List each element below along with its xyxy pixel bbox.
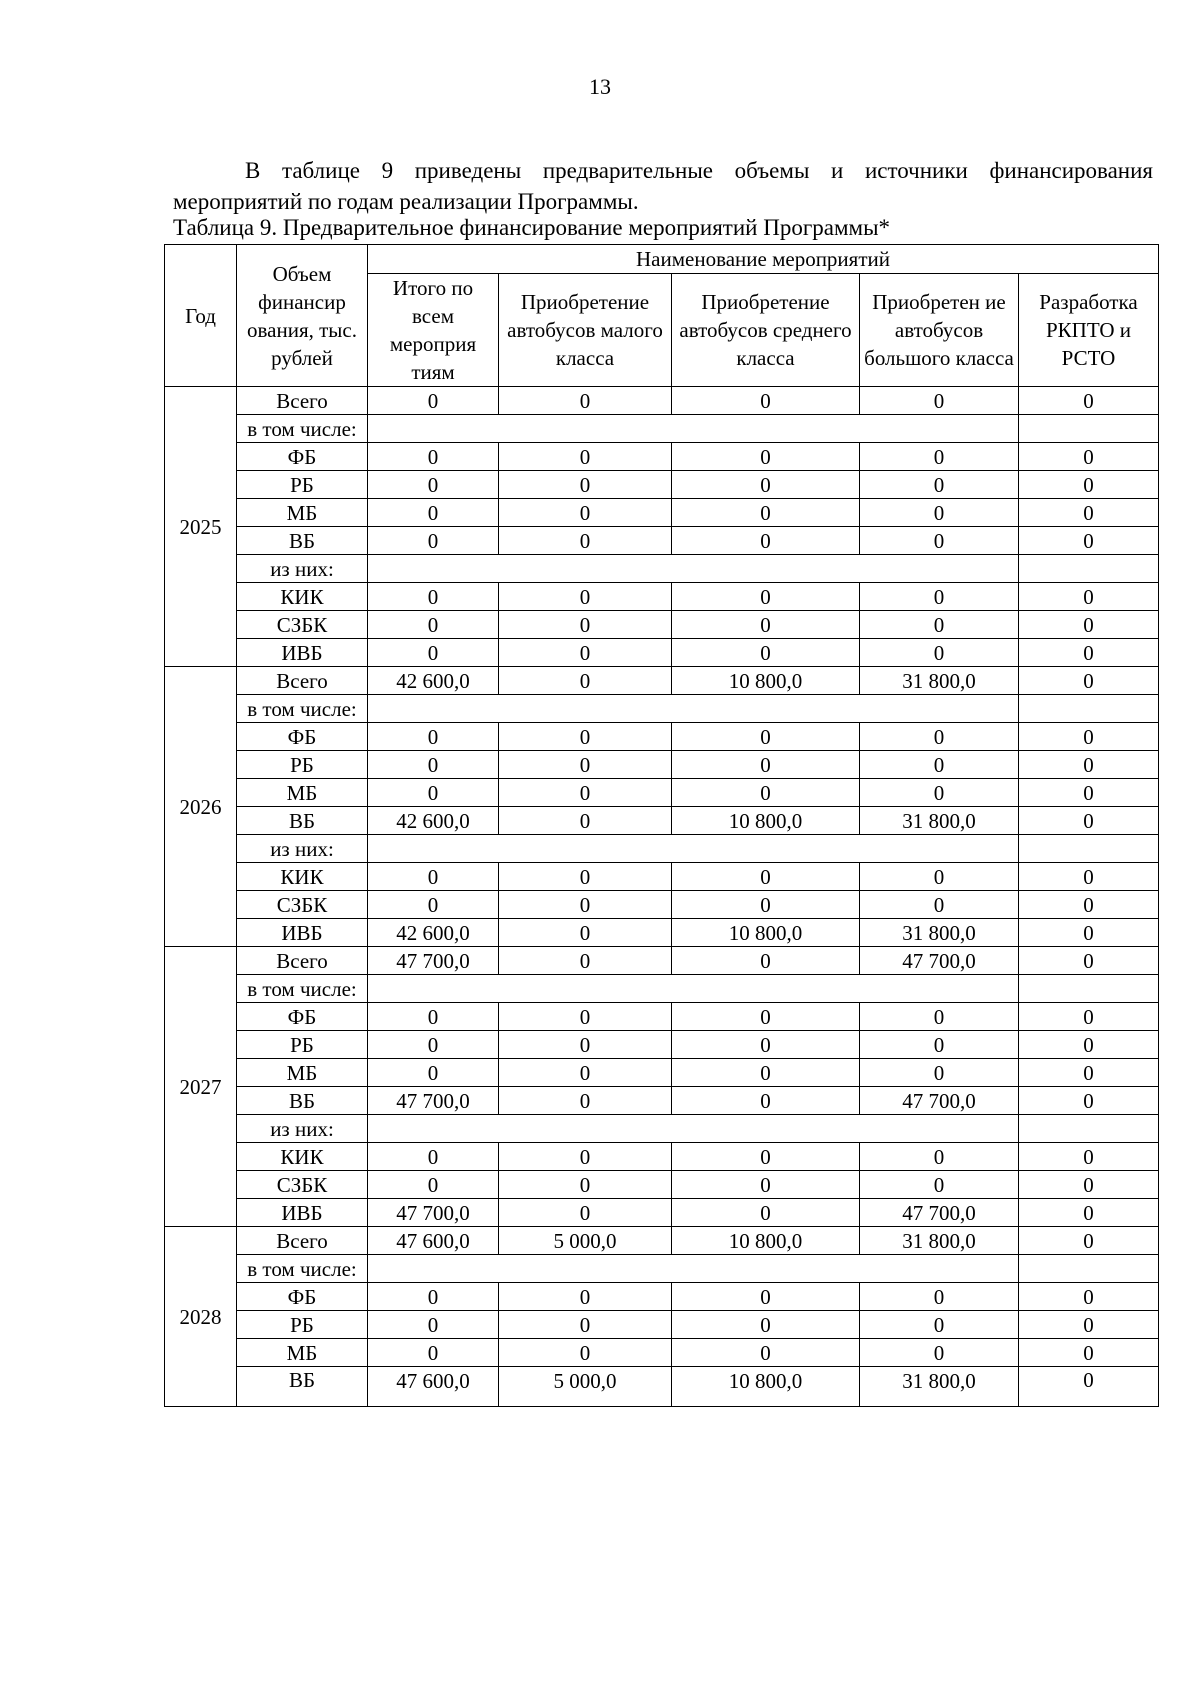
table-row — [165, 835, 1159, 863]
cell-kik-col5: 0 — [1019, 1143, 1159, 1171]
cell-vb-col3: 0 — [672, 1087, 860, 1115]
cell-rb-col4: 0 — [860, 1311, 1019, 1339]
cell-mb-col5: 0 — [1019, 1339, 1159, 1367]
year-cell: 2028 — [165, 1227, 237, 1407]
empty-cell — [368, 835, 1019, 863]
row-label-vb: ВБ — [237, 1367, 368, 1407]
cell-mb-col2: 0 — [499, 1059, 672, 1087]
table-body — [165, 387, 1159, 1407]
cell-kik-col5: 0 — [1019, 583, 1159, 611]
cell-total-col5: 0 — [1019, 667, 1159, 695]
table-row — [165, 1367, 1159, 1407]
cell-total-col5: 0 — [1019, 387, 1159, 415]
cell-fb-col4: 0 — [860, 1283, 1019, 1311]
table-row — [165, 779, 1159, 807]
cell-fb-col2: 0 — [499, 443, 672, 471]
year-cell: 2027 — [165, 947, 237, 1227]
cell-total-col2: 0 — [499, 667, 672, 695]
financing-table — [164, 244, 1159, 1407]
table-row — [165, 1031, 1159, 1059]
cell-total-col4: 0 — [860, 387, 1019, 415]
row-label-ivb: ИВБ — [237, 1199, 368, 1227]
cell-fb-col1: 0 — [368, 723, 499, 751]
row-label-total: Всего — [237, 667, 368, 695]
cell-kik-col2: 0 — [499, 1143, 672, 1171]
empty-cell — [368, 695, 1019, 723]
cell-vb-col2: 0 — [499, 527, 672, 555]
table-row — [165, 1115, 1159, 1143]
cell-rb-col1: 0 — [368, 1031, 499, 1059]
cell-vb-col4: 31 800,0 — [860, 1367, 1019, 1407]
cell-ivb-col3: 0 — [672, 1199, 860, 1227]
cell-mb-col4: 0 — [860, 499, 1019, 527]
cell-mb-col3: 0 — [672, 499, 860, 527]
cell-mb-col2: 0 — [499, 1339, 672, 1367]
empty-cell — [368, 1115, 1019, 1143]
header-year: Год — [165, 245, 237, 387]
table-row — [165, 1087, 1159, 1115]
cell-ivb-col3: 0 — [672, 639, 860, 667]
cell-fb-col5: 0 — [1019, 1283, 1159, 1311]
table-header — [165, 245, 1159, 387]
cell-total-col2: 0 — [499, 387, 672, 415]
empty-cell — [1019, 695, 1159, 723]
cell-fb-col3: 0 — [672, 443, 860, 471]
table-caption: Таблица 9. Предварительное финансирование мероприятий Программы* — [173, 215, 891, 240]
cell-vb-col3: 10 800,0 — [672, 1367, 860, 1407]
empty-cell — [368, 555, 1019, 583]
cell-mb-col3: 0 — [672, 1339, 860, 1367]
cell-fb-col1: 0 — [368, 443, 499, 471]
cell-vb-col5: 0 — [1019, 527, 1159, 555]
empty-cell — [1019, 835, 1159, 863]
empty-cell — [1019, 975, 1159, 1003]
cell-ivb-col1: 47 700,0 — [368, 1199, 499, 1227]
cell-mb-col4: 0 — [860, 1339, 1019, 1367]
row-label-fb: ФБ — [237, 443, 368, 471]
cell-szbk-col2: 0 — [499, 611, 672, 639]
row-label-ivb: ИВБ — [237, 919, 368, 947]
cell-vb-col4: 47 700,0 — [860, 1087, 1019, 1115]
row-label-szbk: СЗБК — [237, 611, 368, 639]
table-row — [165, 751, 1159, 779]
table-row — [165, 1059, 1159, 1087]
cell-mb-col1: 0 — [368, 779, 499, 807]
cell-rb-col2: 0 — [499, 1311, 672, 1339]
cell-ivb-col2: 0 — [499, 919, 672, 947]
cell-kik-col3: 0 — [672, 863, 860, 891]
row-label-mb: МБ — [237, 779, 368, 807]
row-label-total: Всего — [237, 1227, 368, 1255]
cell-kik-col1: 0 — [368, 863, 499, 891]
header-group: Наименование мероприятий — [368, 245, 1159, 274]
table-row — [165, 583, 1159, 611]
cell-mb-col1: 0 — [368, 499, 499, 527]
cell-rb-col2: 0 — [499, 751, 672, 779]
table-row — [165, 1339, 1159, 1367]
cell-mb-col4: 0 — [860, 1059, 1019, 1087]
row-label-of_which: из них: — [237, 1115, 368, 1143]
cell-rb-col2: 0 — [499, 471, 672, 499]
row-label-including: в том числе: — [237, 695, 368, 723]
table-row — [165, 667, 1159, 695]
row-label-rb: РБ — [237, 1311, 368, 1339]
cell-ivb-col5: 0 — [1019, 639, 1159, 667]
cell-szbk-col5: 0 — [1019, 1171, 1159, 1199]
cell-rb-col5: 0 — [1019, 751, 1159, 779]
cell-rb-col4: 0 — [860, 751, 1019, 779]
header-col-small-buses: Приобретение автобусов малого класса — [499, 274, 672, 387]
cell-rb-col1: 0 — [368, 1311, 499, 1339]
table-row — [165, 1199, 1159, 1227]
cell-fb-col3: 0 — [672, 1003, 860, 1031]
cell-fb-col4: 0 — [860, 443, 1019, 471]
cell-kik-col5: 0 — [1019, 863, 1159, 891]
cell-total-col4: 31 800,0 — [860, 1227, 1019, 1255]
cell-vb-col4: 31 800,0 — [860, 807, 1019, 835]
cell-kik-col4: 0 — [860, 1143, 1019, 1171]
empty-cell — [1019, 1115, 1159, 1143]
header-col-total: Итого по всем мероприя тиям — [368, 274, 499, 387]
row-label-including: в том числе: — [237, 415, 368, 443]
table-row — [165, 1283, 1159, 1311]
row-label-including: в том числе: — [237, 975, 368, 1003]
cell-total-col1: 47 600,0 — [368, 1227, 499, 1255]
cell-fb-col5: 0 — [1019, 443, 1159, 471]
header-volume: Объем финансир ования, тыс. рублей — [237, 245, 368, 387]
year-cell: 2026 — [165, 667, 237, 947]
cell-kik-col1: 0 — [368, 583, 499, 611]
header-col-large-buses: Приобретен ие автобусов большого класса — [860, 274, 1019, 387]
cell-total-col5: 0 — [1019, 1227, 1159, 1255]
cell-rb-col5: 0 — [1019, 1311, 1159, 1339]
table-row — [165, 975, 1159, 1003]
row-label-mb: МБ — [237, 1339, 368, 1367]
row-label-rb: РБ — [237, 1031, 368, 1059]
table-row — [165, 387, 1159, 415]
cell-szbk-col5: 0 — [1019, 611, 1159, 639]
cell-vb-col1: 42 600,0 — [368, 807, 499, 835]
table-row — [165, 639, 1159, 667]
row-label-vb: ВБ — [237, 527, 368, 555]
cell-vb-col2: 5 000,0 — [499, 1367, 672, 1407]
empty-cell — [368, 1255, 1019, 1283]
cell-rb-col1: 0 — [368, 751, 499, 779]
cell-ivb-col3: 10 800,0 — [672, 919, 860, 947]
cell-vb-col5: 0 — [1019, 807, 1159, 835]
cell-fb-col2: 0 — [499, 723, 672, 751]
cell-total-col3: 0 — [672, 387, 860, 415]
cell-szbk-col3: 0 — [672, 891, 860, 919]
table-row — [165, 555, 1159, 583]
cell-total-col4: 31 800,0 — [860, 667, 1019, 695]
table-row — [165, 723, 1159, 751]
cell-szbk-col3: 0 — [672, 1171, 860, 1199]
row-label-vb: ВБ — [237, 807, 368, 835]
cell-kik-col4: 0 — [860, 583, 1019, 611]
cell-ivb-col2: 0 — [499, 1199, 672, 1227]
row-label-kik: КИК — [237, 583, 368, 611]
cell-mb-col4: 0 — [860, 779, 1019, 807]
cell-mb-col2: 0 — [499, 779, 672, 807]
cell-szbk-col3: 0 — [672, 611, 860, 639]
cell-kik-col3: 0 — [672, 583, 860, 611]
cell-total-col2: 5 000,0 — [499, 1227, 672, 1255]
cell-total-col3: 0 — [672, 947, 860, 975]
intro-paragraph: В таблице 9 приведены предварительные объемы и источники финансирования мероприятий по годам реализации Программы. — [173, 158, 1153, 214]
cell-total-col3: 10 800,0 — [672, 1227, 860, 1255]
table-row — [165, 499, 1159, 527]
cell-total-col4: 47 700,0 — [860, 947, 1019, 975]
table-row — [165, 807, 1159, 835]
cell-mb-col3: 0 — [672, 1059, 860, 1087]
row-label-vb: ВБ — [237, 1087, 368, 1115]
cell-vb-col2: 0 — [499, 1087, 672, 1115]
row-label-szbk: СЗБК — [237, 891, 368, 919]
header-col-medium-buses: Приобретение автобусов среднего класса — [672, 274, 860, 387]
cell-szbk-col2: 0 — [499, 891, 672, 919]
cell-mb-col2: 0 — [499, 499, 672, 527]
cell-ivb-col5: 0 — [1019, 919, 1159, 947]
table-row — [165, 1143, 1159, 1171]
year-cell: 2025 — [165, 387, 237, 667]
table-row — [165, 1255, 1159, 1283]
cell-total-col1: 47 700,0 — [368, 947, 499, 975]
cell-ivb-col2: 0 — [499, 639, 672, 667]
row-label-fb: ФБ — [237, 723, 368, 751]
row-label-total: Всего — [237, 947, 368, 975]
cell-szbk-col1: 0 — [368, 611, 499, 639]
cell-total-col1: 42 600,0 — [368, 667, 499, 695]
cell-rb-col3: 0 — [672, 1031, 860, 1059]
cell-ivb-col1: 0 — [368, 639, 499, 667]
row-label-szbk: СЗБК — [237, 1171, 368, 1199]
cell-vb-col1: 47 700,0 — [368, 1087, 499, 1115]
cell-szbk-col5: 0 — [1019, 891, 1159, 919]
cell-mb-col3: 0 — [672, 779, 860, 807]
table-row — [165, 1171, 1159, 1199]
cell-rb-col3: 0 — [672, 1311, 860, 1339]
cell-total-col5: 0 — [1019, 947, 1159, 975]
table-row — [165, 947, 1159, 975]
row-label-rb: РБ — [237, 471, 368, 499]
cell-ivb-col4: 47 700,0 — [860, 1199, 1019, 1227]
cell-kik-col1: 0 — [368, 1143, 499, 1171]
cell-vb-col3: 10 800,0 — [672, 807, 860, 835]
cell-szbk-col2: 0 — [499, 1171, 672, 1199]
table-row — [165, 1003, 1159, 1031]
cell-ivb-col4: 0 — [860, 639, 1019, 667]
cell-vb-col3: 0 — [672, 527, 860, 555]
table-row — [165, 1227, 1159, 1255]
cell-total-col2: 0 — [499, 947, 672, 975]
cell-mb-col5: 0 — [1019, 779, 1159, 807]
row-label-ivb: ИВБ — [237, 639, 368, 667]
cell-ivb-col4: 31 800,0 — [860, 919, 1019, 947]
cell-fb-col3: 0 — [672, 1283, 860, 1311]
table-row — [165, 443, 1159, 471]
row-label-kik: КИК — [237, 863, 368, 891]
row-label-total: Всего — [237, 387, 368, 415]
cell-rb-col2: 0 — [499, 1031, 672, 1059]
cell-szbk-col4: 0 — [860, 611, 1019, 639]
cell-kik-col2: 0 — [499, 863, 672, 891]
empty-cell — [1019, 415, 1159, 443]
header-col-rkpto: Разработка РКПТО и РСТО — [1019, 274, 1159, 387]
cell-fb-col5: 0 — [1019, 723, 1159, 751]
cell-ivb-col5: 0 — [1019, 1199, 1159, 1227]
table-row — [165, 919, 1159, 947]
table-row — [165, 415, 1159, 443]
cell-vb-col2: 0 — [499, 807, 672, 835]
cell-vb-col5: 0 — [1019, 1087, 1159, 1115]
cell-fb-col2: 0 — [499, 1003, 672, 1031]
cell-mb-col1: 0 — [368, 1339, 499, 1367]
table-row — [165, 1311, 1159, 1339]
table-row — [165, 695, 1159, 723]
cell-rb-col5: 0 — [1019, 471, 1159, 499]
row-label-fb: ФБ — [237, 1283, 368, 1311]
cell-szbk-col1: 0 — [368, 1171, 499, 1199]
cell-ivb-col1: 42 600,0 — [368, 919, 499, 947]
cell-szbk-col4: 0 — [860, 1171, 1019, 1199]
cell-vb-col5: 0 — [1019, 1367, 1159, 1407]
row-label-of_which: из них: — [237, 555, 368, 583]
cell-fb-col1: 0 — [368, 1003, 499, 1031]
cell-mb-col5: 0 — [1019, 1059, 1159, 1087]
table-row — [165, 527, 1159, 555]
cell-szbk-col4: 0 — [860, 891, 1019, 919]
row-label-rb: РБ — [237, 751, 368, 779]
cell-fb-col4: 0 — [860, 723, 1019, 751]
cell-rb-col3: 0 — [672, 751, 860, 779]
row-label-including: в том числе: — [237, 1255, 368, 1283]
row-label-of_which: из них: — [237, 835, 368, 863]
cell-rb-col4: 0 — [860, 471, 1019, 499]
empty-cell — [1019, 555, 1159, 583]
cell-rb-col1: 0 — [368, 471, 499, 499]
cell-kik-col2: 0 — [499, 583, 672, 611]
cell-rb-col5: 0 — [1019, 1031, 1159, 1059]
cell-total-col1: 0 — [368, 387, 499, 415]
empty-cell — [1019, 1255, 1159, 1283]
row-label-mb: МБ — [237, 499, 368, 527]
cell-kik-col3: 0 — [672, 1143, 860, 1171]
cell-fb-col5: 0 — [1019, 1003, 1159, 1031]
row-label-fb: ФБ — [237, 1003, 368, 1031]
cell-fb-col1: 0 — [368, 1283, 499, 1311]
cell-kik-col4: 0 — [860, 863, 1019, 891]
cell-vb-col1: 0 — [368, 527, 499, 555]
empty-cell — [368, 415, 1019, 443]
table-row — [165, 891, 1159, 919]
cell-rb-col3: 0 — [672, 471, 860, 499]
cell-total-col3: 10 800,0 — [672, 667, 860, 695]
cell-vb-col4: 0 — [860, 527, 1019, 555]
cell-fb-col2: 0 — [499, 1283, 672, 1311]
cell-szbk-col1: 0 — [368, 891, 499, 919]
empty-cell — [368, 975, 1019, 1003]
cell-mb-col5: 0 — [1019, 499, 1159, 527]
table-row — [165, 471, 1159, 499]
table-row — [165, 863, 1159, 891]
cell-fb-col4: 0 — [860, 1003, 1019, 1031]
row-label-kik: КИК — [237, 1143, 368, 1171]
cell-fb-col3: 0 — [672, 723, 860, 751]
row-label-mb: МБ — [237, 1059, 368, 1087]
cell-mb-col1: 0 — [368, 1059, 499, 1087]
cell-rb-col4: 0 — [860, 1031, 1019, 1059]
cell-vb-col1: 47 600,0 — [368, 1367, 499, 1407]
page-number: 13 — [589, 74, 611, 99]
table-row — [165, 611, 1159, 639]
